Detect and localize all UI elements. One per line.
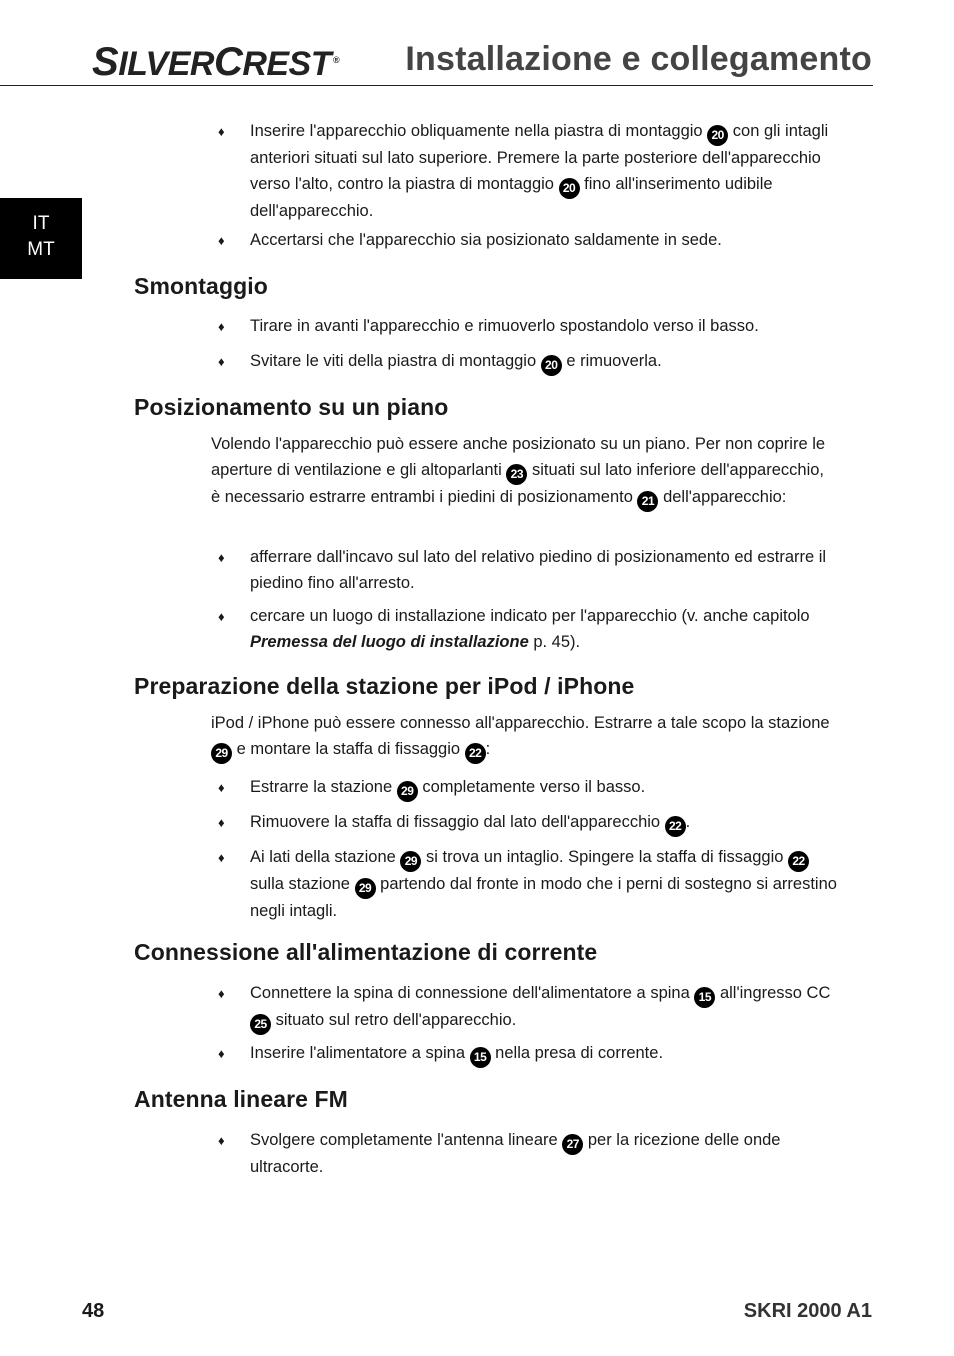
bullet-diamond-icon: ♦ (218, 850, 225, 865)
reference-number: 22 (465, 743, 486, 764)
brand-letter: C (213, 40, 243, 84)
bullet-diamond-icon: ♦ (218, 550, 225, 565)
list-item-text: afferrare dall'incavo sul lato del relativo piedino di posizionamento ed estrarre il piedino fino all'arresto. (250, 548, 827, 592)
registered-mark: ® (333, 54, 340, 65)
list-item-text: Rimuovere la staffa di fissaggio dal lato dell'apparecchio 22 . (250, 810, 838, 837)
reference-number: 22 (788, 851, 809, 872)
bullet-diamond-icon: ♦ (218, 815, 225, 830)
chapter-reference: Premessa del luogo di installazione (250, 632, 529, 651)
reference-number: 27 (562, 1134, 583, 1155)
brand-letter: S (92, 40, 119, 84)
section-heading: Posizionamento su un piano (134, 394, 449, 420)
list-item-text: Inserire l'alimentatore a spina 15 nella presa di corrente. (250, 1041, 838, 1068)
bullet-diamond-icon: ♦ (218, 233, 225, 248)
bullet-diamond-icon: ♦ (218, 609, 225, 624)
reference-number: 22 (665, 816, 686, 837)
page-number: 48 (82, 1300, 105, 1322)
section-heading: Preparazione della stazione per iPod / iPhone (134, 673, 635, 699)
reference-number: 29 (211, 743, 232, 764)
bullet-diamond-icon: ♦ (218, 354, 225, 369)
list-item (218, 228, 838, 254)
language-code: IT (32, 213, 50, 234)
reference-number: 23 (506, 464, 527, 485)
list-item (218, 981, 838, 1035)
paragraph: iPod / iPhone può essere connesso all'apparecchio. Estrarre a tale scopo la stazione 29 e montare la staffa di fissaggio 22 : (211, 711, 836, 764)
list-item (218, 775, 838, 802)
section-heading: Connessione all'alimentazione di corrente (134, 939, 598, 965)
list-item (218, 1128, 838, 1181)
reference-number: 15 (470, 1047, 491, 1068)
reference-number: 20 (707, 125, 728, 146)
reference-number: 21 (637, 491, 658, 512)
list-item-text: Estrarre la stazione 29 completamente verso il basso. (250, 775, 838, 802)
bullet-diamond-icon: ♦ (218, 1046, 225, 1061)
list-item (218, 810, 838, 837)
bullet-diamond-icon: ♦ (218, 780, 225, 795)
list-item-text: Inserire l'apparecchio obliquamente nella piastra di montaggio 20 con gli intagli anteriori situati sul lato superiore. Premere la parte posteriore dell'apparecchio verso l'alto, contro la piastra di montaggio 20 fino all'inserimento udibile dell'apparecchio. (250, 122, 829, 220)
section-heading: Smontaggio (134, 273, 268, 299)
list-item-text: Connettere la spina di connessione dell'alimentatore a spina 15 all'ingresso CC 25 situato sul retro dell'apparecchio. (250, 981, 838, 1035)
list-item-text: cercare un luogo di installazione indicato per l'apparecchio (v. anche capitolo Premessa del luogo di installazione p. 45). (250, 607, 810, 651)
bullet-diamond-icon: ♦ (218, 986, 225, 1001)
brand-letters: ILVER (118, 45, 214, 83)
bullet-diamond-icon: ♦ (218, 124, 225, 139)
reference-number: 29 (397, 781, 418, 802)
section-heading: Antenna lineare FM (134, 1086, 348, 1112)
language-code: MT (27, 239, 55, 260)
list-item-text: Svitare le viti della piastra di montaggio 20 e rimuoverla. (250, 349, 838, 376)
list-item (218, 845, 838, 925)
reference-number: 20 (559, 178, 580, 199)
list-item (218, 545, 838, 596)
list-item-text: Accertarsi che l'apparecchio sia posizionato saldamente in sede. (250, 231, 722, 249)
list-item-text: Tirare in avanti l'apparecchio e rimuoverlo spostandolo verso il basso. (250, 317, 759, 335)
reference-number: 15 (694, 987, 715, 1008)
list-item-text: Svolgere completamente l'antenna lineare 27 per la ricezione delle onde ultracorte. (250, 1131, 781, 1176)
brand-logo (92, 40, 339, 85)
list-item (218, 1041, 838, 1068)
model-name: SKRI 2000 A1 (743, 1300, 872, 1322)
language-tab (0, 198, 82, 279)
list-item (218, 314, 838, 340)
list-item (218, 119, 838, 224)
bullet-diamond-icon: ♦ (218, 319, 225, 334)
reference-number: 20 (541, 355, 562, 376)
reference-number: 29 (355, 878, 376, 899)
list-item (218, 349, 838, 376)
reference-number: 25 (250, 1014, 271, 1035)
bullet-diamond-icon: ♦ (218, 1133, 225, 1148)
brand-letters: REST (242, 45, 332, 83)
reference-number: 29 (400, 851, 421, 872)
page-title: Installazione e collegamento (405, 40, 872, 78)
list-item-text: Ai lati della stazione 29 si trova un intaglio. Spingere la staffa di fissaggio 22 sulla stazione 29 partendo dal fronte in modo che i perni di sostegno si arrestino negli intagli. (250, 848, 837, 920)
header-rule (0, 85, 873, 86)
list-item (218, 604, 838, 655)
paragraph: Volendo l'apparecchio può essere anche posizionato su un piano. Per non coprire le aperture di ventilazione e gli altoparlanti 23 situati sul lato inferiore dell'apparecchio, è necessario estrarre entrambi i piedini di posizionamento 21 dell'apparecchio: (211, 432, 836, 512)
